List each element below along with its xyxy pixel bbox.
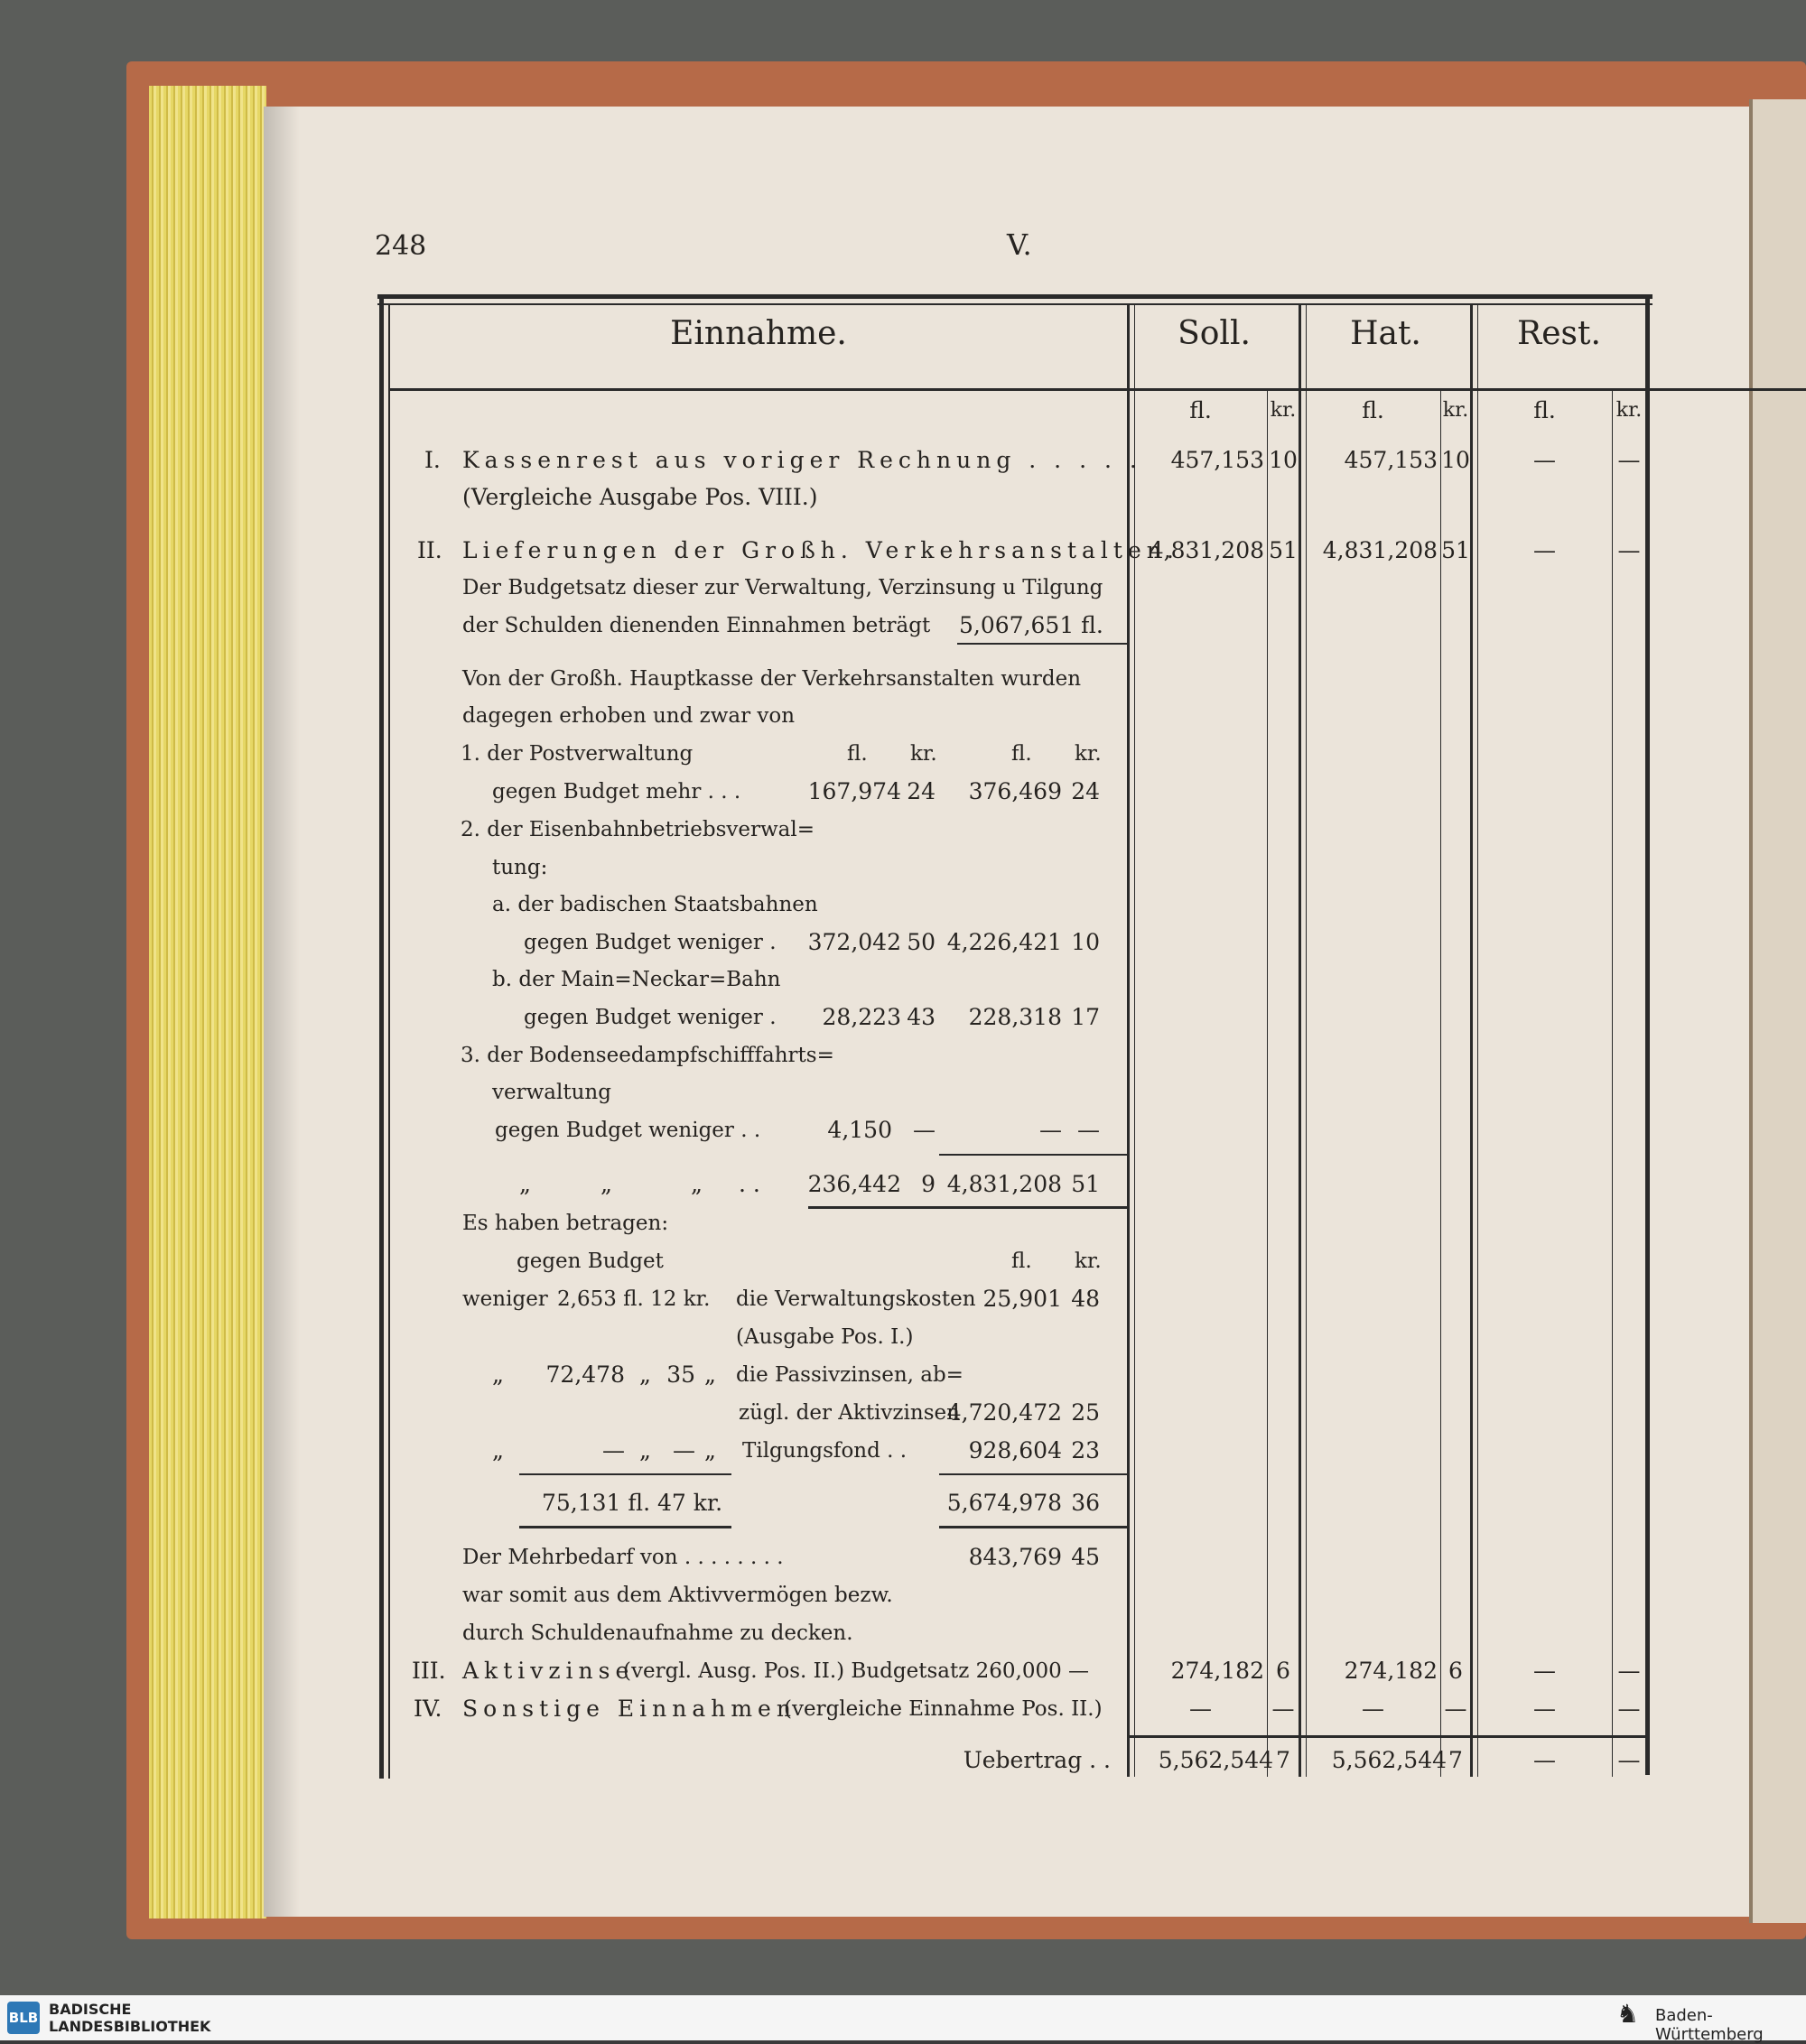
s3-b-fl: —	[1039, 1117, 1062, 1143]
item-iii-rest-fl: —	[1533, 1658, 1556, 1684]
uebertrag-overline	[1130, 1735, 1650, 1738]
item-iv-note: (vergleiche Einnahme Pos. II.)	[784, 1697, 1103, 1721]
r2-label: die Passivzinsen, ab=	[736, 1363, 964, 1387]
s2a-a-fl: 372,042	[807, 929, 901, 955]
unit-rest-kr: kr.	[1615, 399, 1643, 422]
rest-kr-sep	[1612, 388, 1613, 1777]
s1-b-kr: 24	[1071, 778, 1100, 804]
s2a-b-fl: 4,226,421	[946, 929, 1062, 955]
item-ii-budget: 5,067,651 fl.	[959, 612, 1103, 638]
uebertrag-soll-fl: 5,562,544	[1158, 1747, 1273, 1773]
s1-unit-b-fl: fl.	[1011, 742, 1032, 766]
unit-hat-kr: kr.	[1442, 399, 1469, 422]
unit-rest-fl: fl.	[1533, 397, 1556, 423]
section-label: V.	[1007, 228, 1032, 262]
s2b-line: gegen Budget weniger .	[524, 1006, 777, 1029]
r3-kr: 23	[1071, 1437, 1100, 1463]
mehr-3: durch Schuldenaufnahme zu decken.	[462, 1621, 853, 1645]
s3-label: 3. der Bodenseedampfschifffahrts=	[461, 1044, 834, 1067]
table-left-border-inner	[388, 303, 390, 1779]
s1-line: gegen Budget mehr . . .	[492, 780, 741, 804]
col-sep-hat-inner	[1306, 303, 1307, 1777]
item-i-soll-kr: 10	[1269, 447, 1298, 473]
r-sum-overline	[939, 1473, 1127, 1475]
s2a-b-kr: 10	[1071, 929, 1100, 955]
s2b-a-fl: 28,223	[822, 1004, 901, 1030]
item-iii-hat-fl: 274,182	[1344, 1658, 1438, 1684]
s1-label: 1. der Postverwaltung	[461, 742, 694, 766]
s3-label2: verwaltung	[492, 1081, 611, 1104]
item-iii-soll-fl: 274,182	[1170, 1658, 1264, 1684]
s2a-label: a. der badischen Staatsbahnen	[492, 893, 818, 916]
w3-ditto-fl: „	[639, 1437, 651, 1463]
library-name-line2: LANDESBIBLIOTHEK	[49, 2018, 211, 2035]
s2b-a-kr: 43	[907, 1004, 936, 1030]
r2-fl: 4,720,472	[946, 1399, 1062, 1426]
tot-underline	[808, 1206, 1127, 1209]
item-i-rest-kr: —	[1617, 447, 1641, 473]
uebertrag-hat-fl: 5,562,544	[1331, 1747, 1447, 1773]
soll-kr-sep	[1267, 388, 1268, 1777]
r3-label: Tilgungsfond . .	[742, 1439, 908, 1463]
s1-b-fl: 376,469	[968, 778, 1062, 804]
page-gutter-shadow	[264, 107, 300, 1917]
s1-unit-a-fl: fl.	[847, 742, 868, 766]
w2-fl: 72,478	[545, 1361, 625, 1388]
r1-fl: 25,901	[982, 1286, 1062, 1312]
item-iv-soll-kr: —	[1271, 1696, 1295, 1722]
s2a-a-kr: 50	[907, 929, 936, 955]
mehr-label: Der Mehrbedarf von . . . . . . . .	[462, 1546, 784, 1569]
tot-ditto-3: „	[691, 1171, 703, 1197]
item-ii-hat-fl: 4,831,208	[1322, 537, 1438, 563]
state-name: Baden-Württemberg	[1655, 2006, 1764, 2044]
item-ii-soll-fl: 4,831,208	[1149, 537, 1264, 563]
uebertrag-hat-kr: 7	[1448, 1747, 1463, 1773]
table-top-border-inner	[377, 303, 1652, 305]
tot-b-kr: 51	[1071, 1171, 1100, 1197]
w-sum-overline	[519, 1473, 731, 1475]
header-rest: Rest.	[1517, 315, 1601, 352]
w2-ditto-kr: „	[704, 1361, 716, 1388]
col-sep-soll	[1127, 303, 1130, 1777]
r3-fl: 928,604	[968, 1437, 1062, 1463]
item-iv-soll-fl: —	[1189, 1696, 1212, 1722]
header-einnahme: Einnahme.	[670, 315, 847, 352]
r1-kr: 48	[1071, 1286, 1100, 1312]
item-iii-rest-kr: —	[1617, 1658, 1641, 1684]
r2-label2: zügl. der Aktivzinsen	[739, 1401, 960, 1425]
item-iii-hat-kr: 6	[1448, 1658, 1463, 1684]
w3-kr: —	[673, 1437, 695, 1463]
r1-note: (Ausgabe Pos. I.)	[736, 1325, 914, 1349]
item-i-rest-fl: —	[1533, 447, 1556, 473]
es-haben: Es haben betragen:	[462, 1212, 669, 1235]
gegen-budget: gegen Budget	[517, 1250, 664, 1273]
item-i-note: (Vergleiche Ausgabe Pos. VIII.)	[462, 484, 818, 510]
s2b-label: b. der Main=Neckar=Bahn	[492, 968, 781, 991]
col-sep-hat	[1299, 303, 1301, 1777]
s3-underline	[939, 1154, 1127, 1156]
s3-b-kr: —	[1077, 1117, 1100, 1143]
unit-soll-fl: fl.	[1189, 397, 1212, 423]
s2-label2: tung:	[492, 856, 548, 879]
s1-a-kr: 24	[907, 778, 936, 804]
item-ii-line3: der Schulden dienenden Einnahmen beträgt	[462, 614, 931, 637]
mehr-kr: 45	[1071, 1544, 1100, 1570]
item-ii-rest-fl: —	[1533, 537, 1556, 563]
item-iv-hat-kr: —	[1444, 1696, 1467, 1722]
s1-unit-b-kr: kr.	[1075, 742, 1102, 766]
item-ii-rest-kr: —	[1617, 537, 1641, 563]
es-unit-fl: fl.	[1011, 1250, 1032, 1273]
sum-kr: 36	[1071, 1490, 1100, 1516]
tot-a-fl: 236,442	[807, 1171, 901, 1197]
facing-page-edge	[1749, 99, 1806, 1923]
table-left-border	[379, 298, 384, 1779]
item-iv-hat-fl: —	[1362, 1696, 1384, 1722]
s1-a-fl: 167,974	[807, 778, 901, 804]
item-iii-soll-kr: 6	[1276, 1658, 1290, 1684]
w3-ditto-kr: „	[704, 1437, 716, 1463]
table-right-border	[1645, 294, 1650, 1775]
tot-ditto-1: „	[519, 1171, 531, 1197]
r2-kr: 25	[1071, 1399, 1100, 1426]
col-sep-soll-inner	[1134, 303, 1135, 1777]
header-separator	[388, 388, 1806, 391]
uebertrag-rest-fl: —	[1533, 1747, 1556, 1773]
w2-kr: 35	[666, 1361, 695, 1388]
s2b-b-fl: 228,318	[968, 1004, 1062, 1030]
item-iv-numeral: IV.	[414, 1696, 442, 1722]
item-ii-numeral: II.	[417, 537, 442, 563]
item-iv-title: Sonstige Einnahmen	[462, 1696, 796, 1722]
tot-a-kr: 9	[921, 1171, 936, 1197]
table-top-border	[377, 294, 1652, 299]
library-logo: BLB	[7, 2002, 40, 2034]
tot-ditto-2: „	[600, 1171, 612, 1197]
item-i-title: Kassenrest aus voriger Rechnung . . . . .	[462, 447, 1142, 473]
item-iv-rest-kr: —	[1617, 1696, 1641, 1722]
item-iii-note: (vergl. Ausg. Pos. II.) Budgetsatz 260,000 —	[623, 1659, 1090, 1683]
hat-kr-sep	[1440, 388, 1441, 1777]
uebertrag-rest-kr: —	[1617, 1747, 1641, 1773]
sub-intro-2: dagegen erhoben und zwar von	[462, 704, 796, 728]
w-sum-underline	[519, 1526, 731, 1528]
r-sum-underline	[939, 1526, 1127, 1528]
s3-a-fl: 4,150	[827, 1117, 892, 1143]
s3-a-kr: —	[913, 1117, 936, 1143]
item-ii-line2: Der Budgetsatz dieser zur Verwaltung, Verzinsung u Tilgung	[462, 576, 1103, 599]
item-i-hat-kr: 10	[1441, 447, 1470, 473]
item-i-numeral: I.	[424, 447, 441, 473]
sum-left: 75,131 fl. 47 kr.	[542, 1490, 723, 1516]
mehr-2: war somit aus dem Aktivvermögen bezw.	[462, 1584, 893, 1607]
col-sep-rest	[1470, 303, 1473, 1777]
sub-intro-1: Von der Großh. Hauptkasse der Verkehrsanstalten wurden	[462, 667, 1082, 691]
budget-underline	[957, 643, 1127, 645]
s2b-b-kr: 17	[1071, 1004, 1100, 1030]
item-ii-soll-kr: 51	[1269, 537, 1298, 563]
header-soll: Soll.	[1178, 315, 1251, 352]
sum-fl: 5,674,978	[946, 1490, 1062, 1516]
s1-unit-a-kr: kr.	[910, 742, 937, 766]
s2-label: 2. der Eisenbahnbetriebsverwal=	[461, 818, 815, 841]
s2a-line: gegen Budget weniger .	[524, 931, 777, 954]
item-iii-title: Aktivzinse	[462, 1658, 635, 1684]
tot-b-fl: 4,831,208	[946, 1171, 1062, 1197]
item-ii-title: Lieferungen der Großh. Verkehrsanstalten.	[462, 537, 1179, 563]
es-unit-kr: kr.	[1075, 1250, 1102, 1273]
library-name	[49, 2001, 210, 2035]
w3-ditto: „	[492, 1437, 504, 1463]
uebertrag-soll-kr: 7	[1276, 1747, 1290, 1773]
unit-soll-kr: kr.	[1270, 399, 1297, 422]
r1-label: die Verwaltungskosten	[736, 1287, 976, 1311]
unit-hat-fl: fl.	[1362, 397, 1384, 423]
library-name-line1: BADISCHE	[49, 2001, 132, 2018]
item-iii-numeral: III.	[412, 1658, 446, 1684]
header-hat: Hat.	[1350, 315, 1421, 352]
coat-of-arms-icon: ♞	[1616, 1999, 1640, 2029]
w1-amt: 2,653 fl. 12 kr.	[557, 1287, 711, 1311]
w2-ditto: „	[492, 1361, 504, 1388]
weniger: weniger	[462, 1287, 548, 1311]
w3-fl: —	[602, 1437, 625, 1463]
col-sep-rest-inner	[1477, 303, 1478, 1777]
uebertrag-label: Uebertrag . .	[963, 1747, 1111, 1773]
item-i-soll-fl: 457,153	[1170, 447, 1264, 473]
tot-dots: . .	[739, 1171, 760, 1197]
w2-ditto-fl: „	[639, 1361, 651, 1388]
page-edges	[149, 86, 266, 1919]
mehr-fl: 843,769	[968, 1544, 1062, 1570]
item-iv-rest-fl: —	[1533, 1696, 1556, 1722]
viewer-footer	[0, 1995, 1806, 2040]
item-i-hat-fl: 457,153	[1344, 447, 1438, 473]
s3-line: gegen Budget weniger . .	[495, 1119, 761, 1142]
item-ii-hat-kr: 51	[1441, 537, 1470, 563]
page-number: 248	[375, 230, 427, 262]
